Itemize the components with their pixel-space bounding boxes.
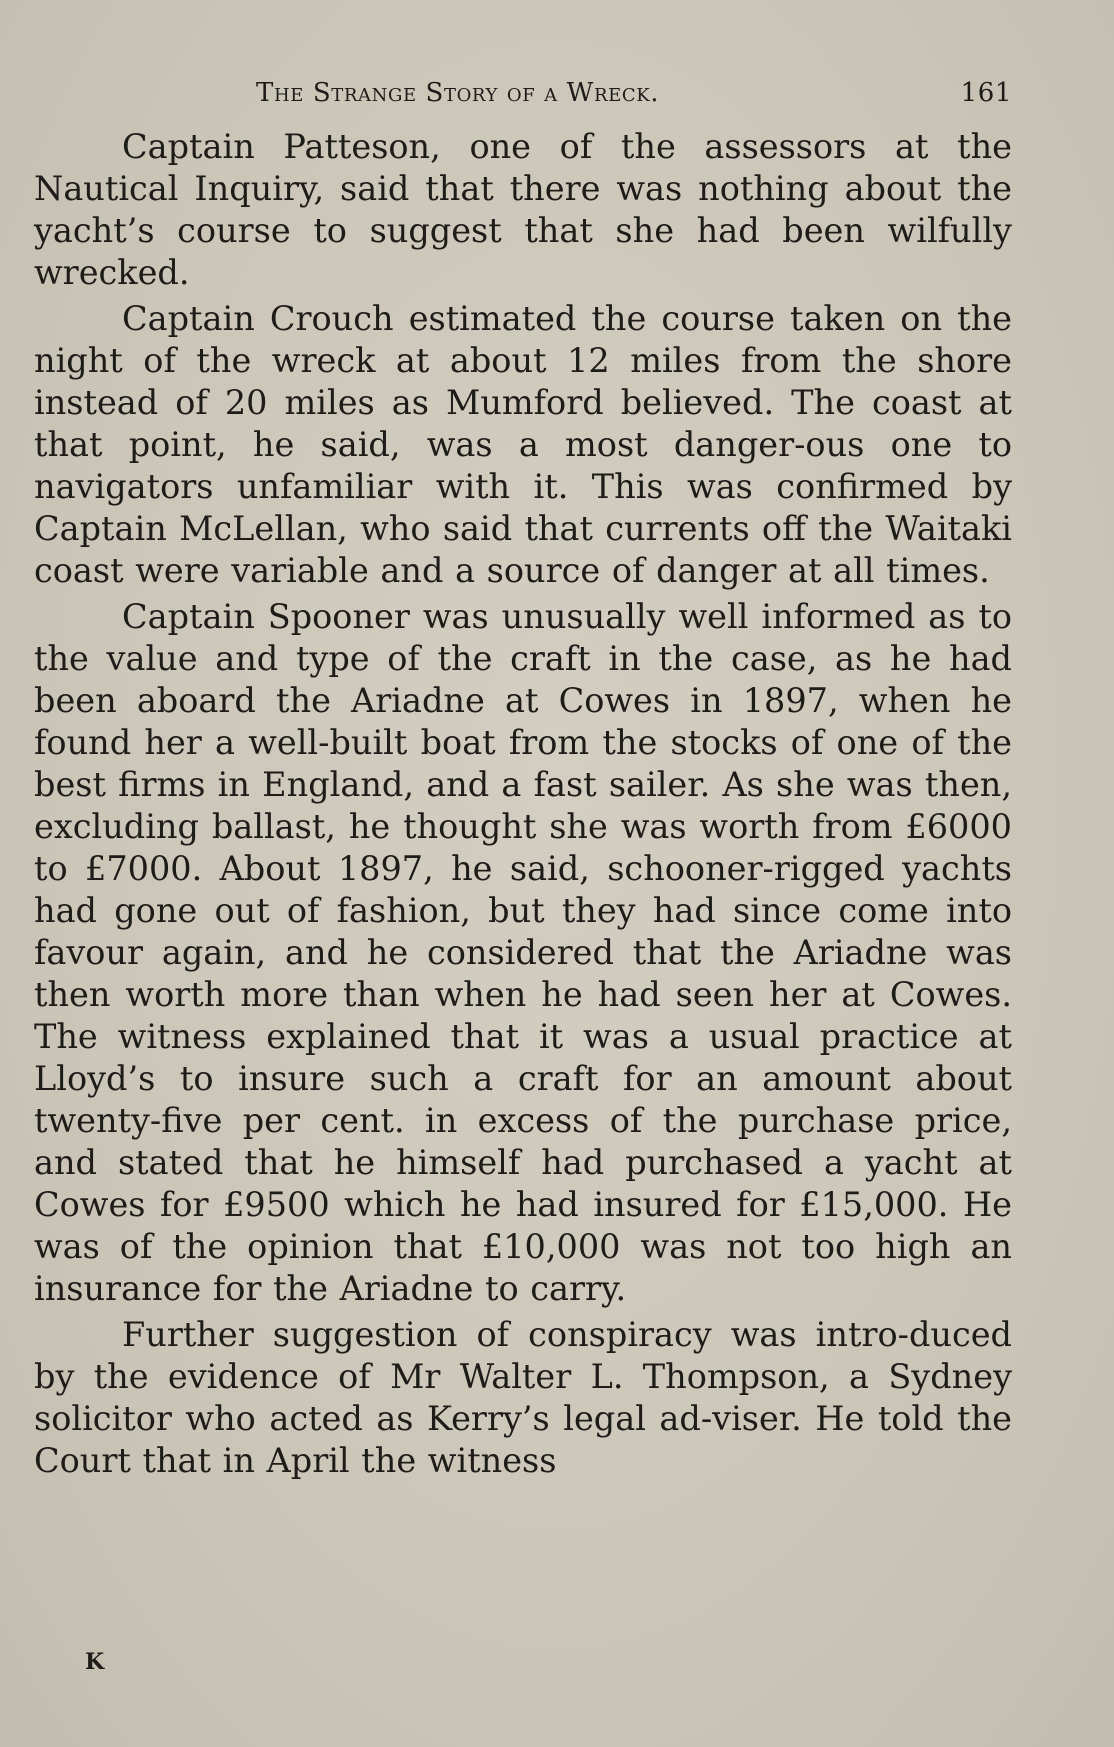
running-title: The Strange Story of a Wreck. [256,78,660,108]
signature-mark: K [85,1649,106,1675]
body-text [34,126,1012,1482]
paragraph-patteson: Captain Patteson, one of the assessors at the Nautical Inquiry, said that there was nothing about the yacht’s course to suggest that she had been wilfully wrecked. [34,127,1012,292]
book-page [34,74,1012,1482]
running-head [34,74,1012,120]
paragraph-crouch: Captain Crouch estimated the course taken on the night of the wreck at about 12 miles from the shore instead of 20 miles as Mumford believed. The coast at that point, he said, was a most danger-ous one to navigators unfamiliar with it. This was confirmed by Captain McLellan, who said that currents off the Waitaki coast were variable and a source of danger at all times. [34,299,1012,590]
paragraph-conspiracy: Further suggestion of conspiracy was intro-duced by the evidence of Mr Walter L. Thompson, a Sydney solicitor who acted as Kerry’s legal ad-viser. He told the Court that in April the witness [34,1315,1012,1480]
paragraph-spooner: Captain Spooner was unusually well informed as to the value and type of the craft in the case, as he had been aboard the Ariadne at Cowes in 1897, when he found her a well-built boat from the stocks of one of the best firms in England, and a fast sailer. As she was then, excluding ballast, he thought she was worth from £6000 to £7000. About 1897, he said, schooner-rigged yachts had gone out of fashion, but they had since come into favour again, and he considered that the Ariadne was then worth more than when he had seen her at Cowes. The witness explained that it was a usual practice at Lloyd’s to insure such a craft for an amount about twenty-five per cent. in excess of the purchase price, and stated that he himself had purchased a yacht at Cowes for £9500 which he had insured for £15,000. He was of the opinion that £10,000 was not too high an insurance for the Ariadne to carry. [34,597,1012,1308]
page-number: 161 [960,78,1012,108]
